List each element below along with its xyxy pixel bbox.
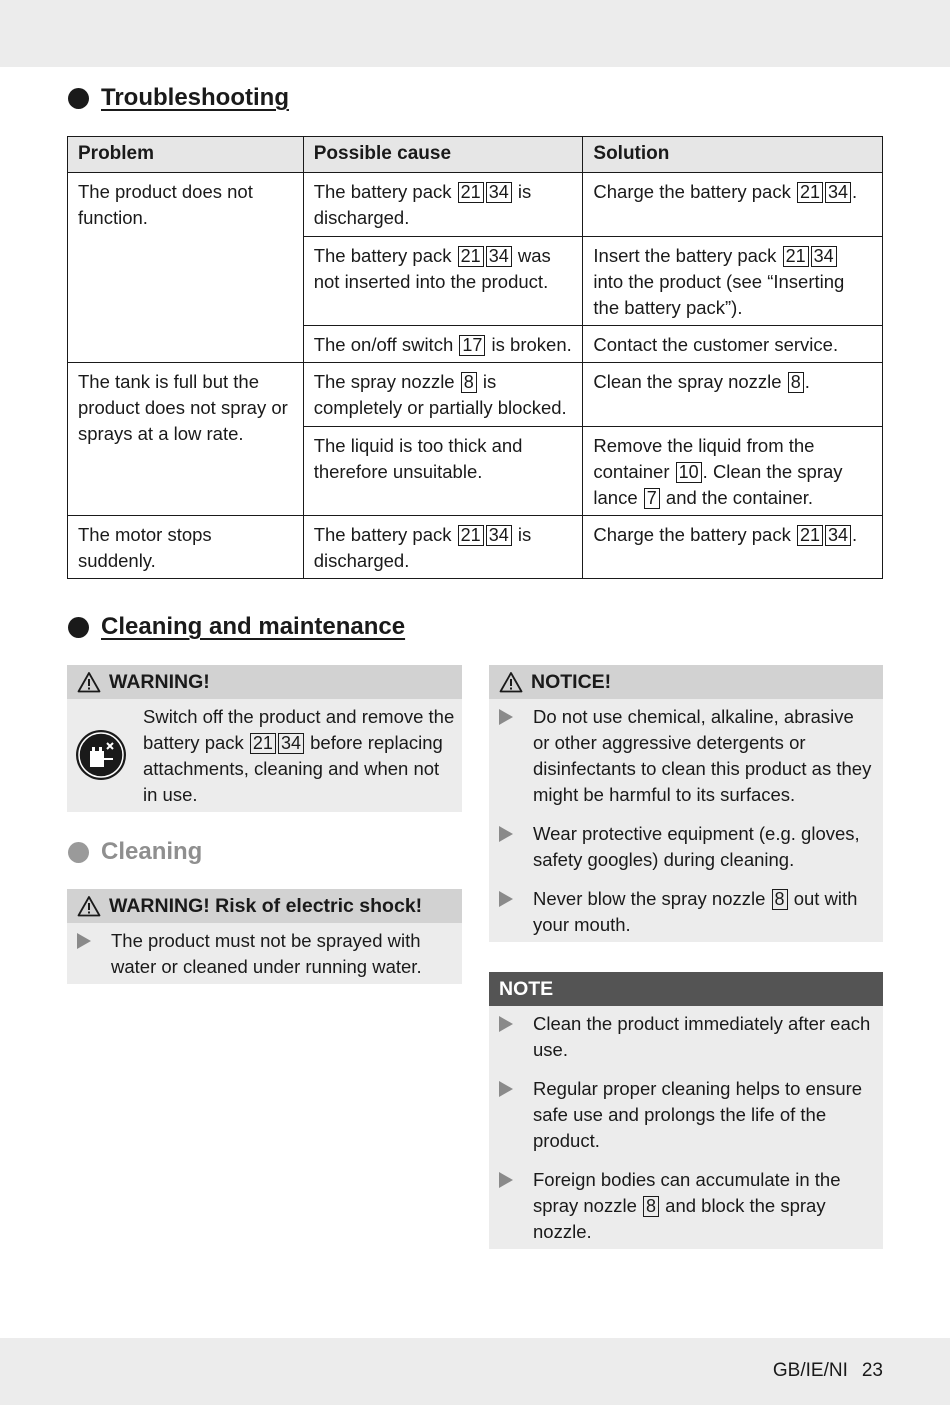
table-row <box>68 173 883 237</box>
ref-box: 17 <box>459 335 485 356</box>
ref-box: 10 <box>676 462 702 483</box>
ref-box: 34 <box>825 182 851 203</box>
solution-cell: Charge the battery pack 21 34 . <box>583 516 883 579</box>
shock-warning-label: WARNING! Risk of electric shock! <box>109 894 423 917</box>
cleaning-maintenance-heading <box>68 613 405 641</box>
solution-cell: Contact the customer service. <box>583 326 883 363</box>
solution-cell: Clean the spray nozzle 8 . <box>583 363 883 427</box>
ref-box: 34 <box>278 733 304 754</box>
ref-box: 8 <box>788 372 804 393</box>
list-item: Never blow the spray nozzle 8 out with your mouth. <box>489 886 883 938</box>
warning-box <box>67 665 462 812</box>
page-number: 23 <box>861 1360 883 1381</box>
notice-box <box>489 665 883 942</box>
warning-text: Switch off the product and remove the battery pack 21 34 before replacing attachments, cleaning and when not in use. <box>143 706 455 805</box>
cleaning-maintenance-title: Cleaning and maintenance <box>101 613 406 640</box>
ref-box: 8 <box>772 889 788 910</box>
ref-box: 21 <box>250 733 276 754</box>
cause-cell: The battery pack 21 34 is discharged. <box>303 516 583 579</box>
cause-cell: The spray nozzle 8 is completely or partially blocked. <box>303 363 583 427</box>
bullet-dot-icon <box>68 842 89 863</box>
cause-cell: The battery pack 21 34 was not inserted into the product. <box>303 237 583 326</box>
arrow-bullet-icon <box>499 1172 513 1188</box>
note-box <box>489 972 883 1249</box>
problem-cell: The motor stops suddenly. <box>68 516 304 579</box>
list-item: Foreign bodies can accumulate in the spray nozzle 8 and block the spray nozzle. <box>489 1167 883 1245</box>
arrow-bullet-icon <box>499 1016 513 1032</box>
cause-cell: The liquid is too thick and therefore unsuitable. <box>303 427 583 516</box>
solution-cell: Charge the battery pack 21 34 . <box>583 173 883 237</box>
table-row <box>68 516 883 579</box>
warning-label: WARNING! <box>109 670 210 693</box>
ref-box: 34 <box>486 525 512 546</box>
shock-warning-header <box>67 889 462 923</box>
notice-label: NOTICE! <box>531 670 612 693</box>
cause-cell: The on/off switch 17 is broken. <box>303 326 583 363</box>
note-header <box>489 972 883 1006</box>
cause-cell: The battery pack 21 34 is discharged. <box>303 173 583 237</box>
solution-cell: Insert the battery pack 21 34 into the product (see “Inserting the battery pack”). <box>583 237 883 326</box>
list-item: Do not use chemical, alkaline, abrasive or other aggressive detergents or disinfectants to clean this product as they might be harmful to its surfaces. <box>489 704 883 808</box>
warning-triangle-icon <box>77 895 101 917</box>
cleaning-title: Cleaning <box>101 838 203 865</box>
arrow-bullet-icon <box>499 1081 513 1097</box>
ref-box: 34 <box>486 246 512 267</box>
warning-header <box>67 665 462 699</box>
ref-box: 7 <box>644 488 660 509</box>
arrow-bullet-icon <box>499 891 513 907</box>
arrow-bullet-icon <box>499 709 513 725</box>
ref-box: 34 <box>486 182 512 203</box>
ref-box: 21 <box>458 525 484 546</box>
list-item: Wear protective equipment (e.g. gloves, safety googles) during cleaning. <box>489 821 883 873</box>
footer-region: GB/IE/NI <box>772 1360 848 1381</box>
header-problem: Problem <box>68 137 304 173</box>
list-item: Regular proper cleaning helps to ensure safe use and prolongs the life of the product. <box>489 1076 883 1154</box>
ref-box: 8 <box>461 372 477 393</box>
table-header-row <box>68 137 883 173</box>
ref-box: 21 <box>458 182 484 203</box>
solution-cell: Remove the liquid from the container 10 . Clean the spray lance 7 and the container. <box>583 427 883 516</box>
bullet-dot-icon <box>68 88 89 109</box>
arrow-bullet-icon <box>499 826 513 842</box>
unplug-battery-icon <box>75 729 127 781</box>
arrow-bullet-icon <box>77 933 91 949</box>
troubleshooting-title: Troubleshooting <box>101 84 289 111</box>
ref-box: 34 <box>811 246 837 267</box>
ref-box: 21 <box>458 246 484 267</box>
problem-cell: The product does not function. <box>68 173 304 363</box>
note-label: NOTE <box>499 977 554 1000</box>
warning-triangle-icon <box>77 671 101 693</box>
ref-box: 21 <box>783 246 809 267</box>
header-band <box>0 0 950 67</box>
list-item: Clean the product immediately after each use. <box>489 1011 883 1063</box>
page-footer <box>773 1360 883 1382</box>
list-item: The product must not be sprayed with water or cleaned under running water. <box>67 928 462 980</box>
warning-triangle-icon <box>499 671 523 693</box>
ref-box: 34 <box>825 525 851 546</box>
shock-warning-box <box>67 889 462 984</box>
problem-cell: The tank is full but the product does not spray or sprays at a low rate. <box>68 363 304 516</box>
ref-box: 8 <box>643 1196 659 1217</box>
bullet-dot-icon <box>68 617 89 638</box>
troubleshooting-heading <box>68 84 289 112</box>
ref-box: 21 <box>797 182 823 203</box>
table-row <box>68 363 883 427</box>
ref-box: 21 <box>797 525 823 546</box>
header-cause: Possible cause <box>303 137 583 173</box>
header-solution: Solution <box>583 137 883 173</box>
notice-header <box>489 665 883 699</box>
troubleshooting-table <box>67 136 883 579</box>
cleaning-heading <box>68 838 202 866</box>
